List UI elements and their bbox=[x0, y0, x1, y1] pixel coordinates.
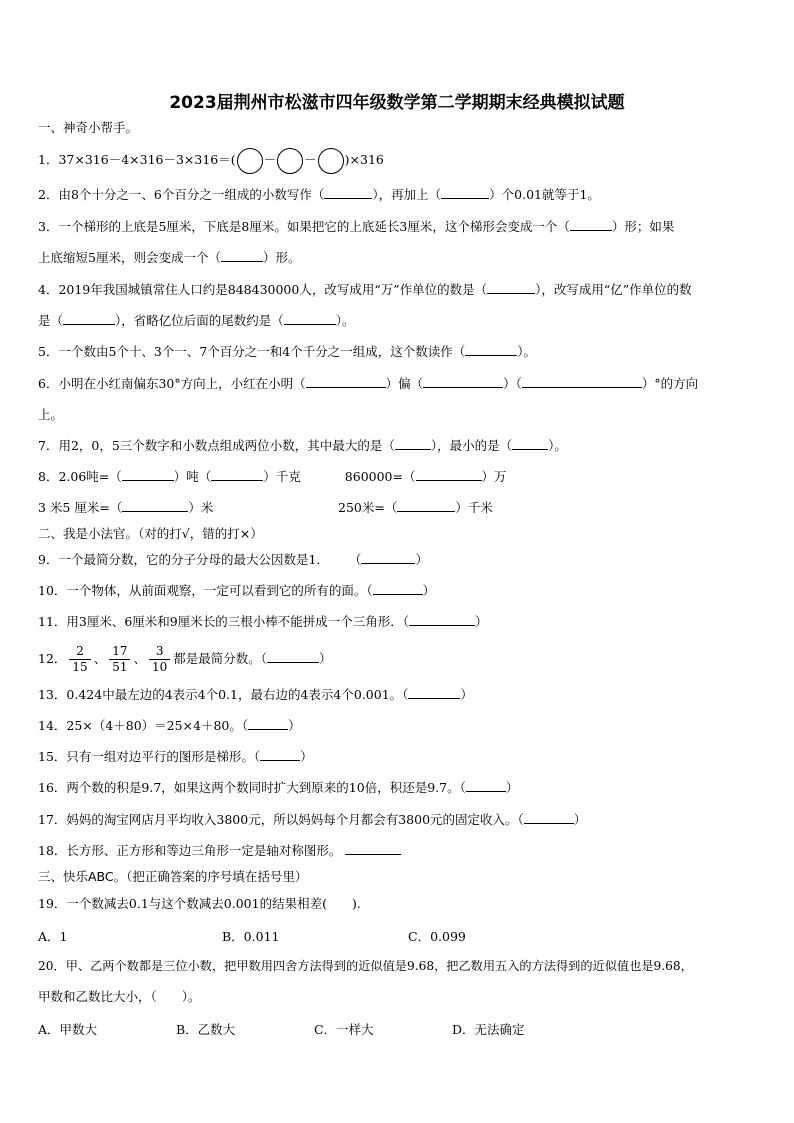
question-19: 19．一个数减去0.1与这个数减去0.001的结果相差( ). bbox=[38, 896, 361, 911]
fraction: $\frac{2}{15}$ bbox=[69, 644, 90, 675]
answer-blank[interactable] bbox=[423, 376, 503, 388]
answer-circle-2[interactable] bbox=[277, 148, 303, 174]
answer-blank[interactable] bbox=[441, 187, 489, 199]
question-2: 2．由8个十分之一、6个百分之一组成的小数写作（ ），再加上（ ）个0.01就等于1。 bbox=[38, 187, 600, 202]
answer-blank[interactable] bbox=[361, 552, 415, 564]
answer-blank[interactable] bbox=[416, 469, 482, 481]
option-c[interactable]: C．0.099 bbox=[408, 929, 466, 944]
answer-circle-3[interactable] bbox=[318, 148, 344, 174]
question-12: 12． $\frac{2}{15}$ 、 $\frac{17}{51}$ 、 $\frac{3}{10}$ 都是最简分数。（ ） bbox=[38, 644, 332, 674]
answer-blank[interactable] bbox=[465, 344, 517, 356]
answer-blank[interactable] bbox=[221, 250, 263, 262]
option-b[interactable]: B．乙数大 bbox=[176, 1022, 236, 1037]
question-13: 13．0.424中最左边的4表示4个0.1，最右边的4表示4个0.001。（ ） bbox=[38, 687, 473, 702]
question-20-line-2: 甲数和乙数比大小，（ ）。 bbox=[38, 989, 201, 1004]
answer-blank[interactable] bbox=[267, 651, 319, 663]
answer-blank[interactable] bbox=[122, 469, 174, 481]
page-title: 2023届荆州市松滋市四年级数学第二学期期末经典模拟试题 bbox=[169, 93, 625, 113]
section-2-heading: 二、我是小法官。（对的打√，错的打×） bbox=[38, 526, 263, 541]
option-b[interactable]: B．0.011 bbox=[222, 929, 280, 944]
answer-blank[interactable] bbox=[248, 718, 288, 730]
question-11: 11．用3厘米、6厘米和9厘米长的三根小棒不能拼成一个三角形．（ ） bbox=[38, 614, 488, 629]
answer-blank[interactable] bbox=[395, 438, 431, 450]
answer-blank[interactable] bbox=[487, 282, 535, 294]
question-8-line-2b: 250米=（ ）千米 bbox=[338, 500, 493, 515]
answer-blank[interactable] bbox=[260, 749, 300, 761]
question-4-line-2: 是（ ），省略亿位后面的尾数约是（ ）。 bbox=[38, 313, 355, 328]
option-a[interactable]: A．1 bbox=[38, 929, 68, 944]
question-16: 16．两个数的积是9.7，如果这两个数同时扩大到原来的10倍，积还是9.7。（ ） bbox=[38, 780, 519, 795]
answer-blank[interactable] bbox=[397, 500, 455, 512]
answer-blank[interactable] bbox=[324, 187, 372, 199]
question-5: 5．一个数由5个十、3个一、7个百分之一和4个千分之一组成，这个数读作（ ）。 bbox=[38, 344, 537, 359]
answer-blank[interactable] bbox=[524, 812, 574, 824]
question-6-line-1: 6．小明在小红南偏东30°方向上，小红在小明（ ）偏（ ）（ ）°的方向 bbox=[38, 376, 699, 391]
fraction: $\frac{3}{10}$ bbox=[149, 644, 170, 675]
answer-blank[interactable] bbox=[306, 376, 386, 388]
answer-blank[interactable] bbox=[63, 313, 115, 325]
question-8-line-1: 8．2.06吨=（ ）吨（ ）千克 860000=（ ）万 bbox=[38, 469, 507, 484]
answer-blank[interactable] bbox=[409, 614, 475, 626]
question-3-line-2: 上底缩短5厘米，则会变成一个（ ）形。 bbox=[38, 250, 301, 265]
fraction: $\frac{17}{51}$ bbox=[109, 644, 130, 675]
question-9: 9．一个最简分数，它的分子分母的最大公因数是1． （ ） bbox=[38, 552, 428, 567]
question-7: 7．用2，0，5三个数字和小数点组成两位小数，其中最大的是（ ），最小的是（ ）。 bbox=[38, 438, 567, 453]
answer-circle-1[interactable] bbox=[237, 148, 263, 174]
question-17: 17．妈妈的淘宝网店月平均收入3800元，所以妈妈每个月都会有3800元的固定收入。（ ） bbox=[38, 812, 587, 827]
answer-blank[interactable] bbox=[122, 500, 188, 512]
question-1: 1．37×316－4×316－3×316＝( － － )×316 bbox=[38, 147, 384, 174]
question-18: 18．长方形、正方形和等边三角形一定是轴对称图形。 bbox=[38, 843, 401, 859]
answer-blank[interactable] bbox=[345, 843, 401, 855]
question-4-line-1: 4．2019年我国城镇常住人口约是848430000人，改写成用“万”作单位的数是（ ），改写成用“亿”作单位的数 bbox=[38, 282, 692, 297]
question-20-line-1: 20．甲、乙两个数都是三位小数，把甲数用四舍方法得到的近似值是9.68，把乙数用五入的方法得到的近似值也是9.68， bbox=[38, 959, 693, 973]
answer-blank[interactable] bbox=[284, 313, 336, 325]
answer-blank[interactable] bbox=[522, 376, 642, 388]
answer-blank[interactable] bbox=[211, 469, 263, 481]
question-6-line-2: 上。 bbox=[38, 407, 64, 422]
question-10: 10．一个物体，从前面观察，一定可以看到它的所有的面。（ ） bbox=[38, 583, 436, 598]
question-15: 15．只有一组对边平行的图形是梯形。（ ） bbox=[38, 749, 313, 764]
question-14: 14．25×（4＋80）＝25×4＋80。（ ） bbox=[38, 718, 301, 733]
question-8-line-2: 3 米5 厘米=（ ）米 bbox=[38, 500, 214, 515]
answer-blank[interactable] bbox=[466, 780, 506, 792]
section-3-heading: 三、快乐ABC。（把正确答案的序号填在括号里） bbox=[38, 869, 308, 884]
question-3-line-1: 3．一个梯形的上底是5厘米，下底是8厘米。如果把它的上底延长3厘米，这个梯形会变成一个（ ）形；如果 bbox=[38, 219, 675, 234]
answer-blank[interactable] bbox=[570, 219, 612, 231]
answer-blank[interactable] bbox=[408, 687, 460, 699]
option-d[interactable]: D．无法确定 bbox=[452, 1022, 525, 1037]
section-1-heading: 一、神奇小帮手。 bbox=[38, 120, 139, 135]
option-c[interactable]: C．一样大 bbox=[314, 1022, 374, 1037]
answer-blank[interactable] bbox=[512, 438, 548, 450]
answer-blank[interactable] bbox=[373, 583, 423, 595]
option-a[interactable]: A．甲数大 bbox=[38, 1022, 98, 1037]
